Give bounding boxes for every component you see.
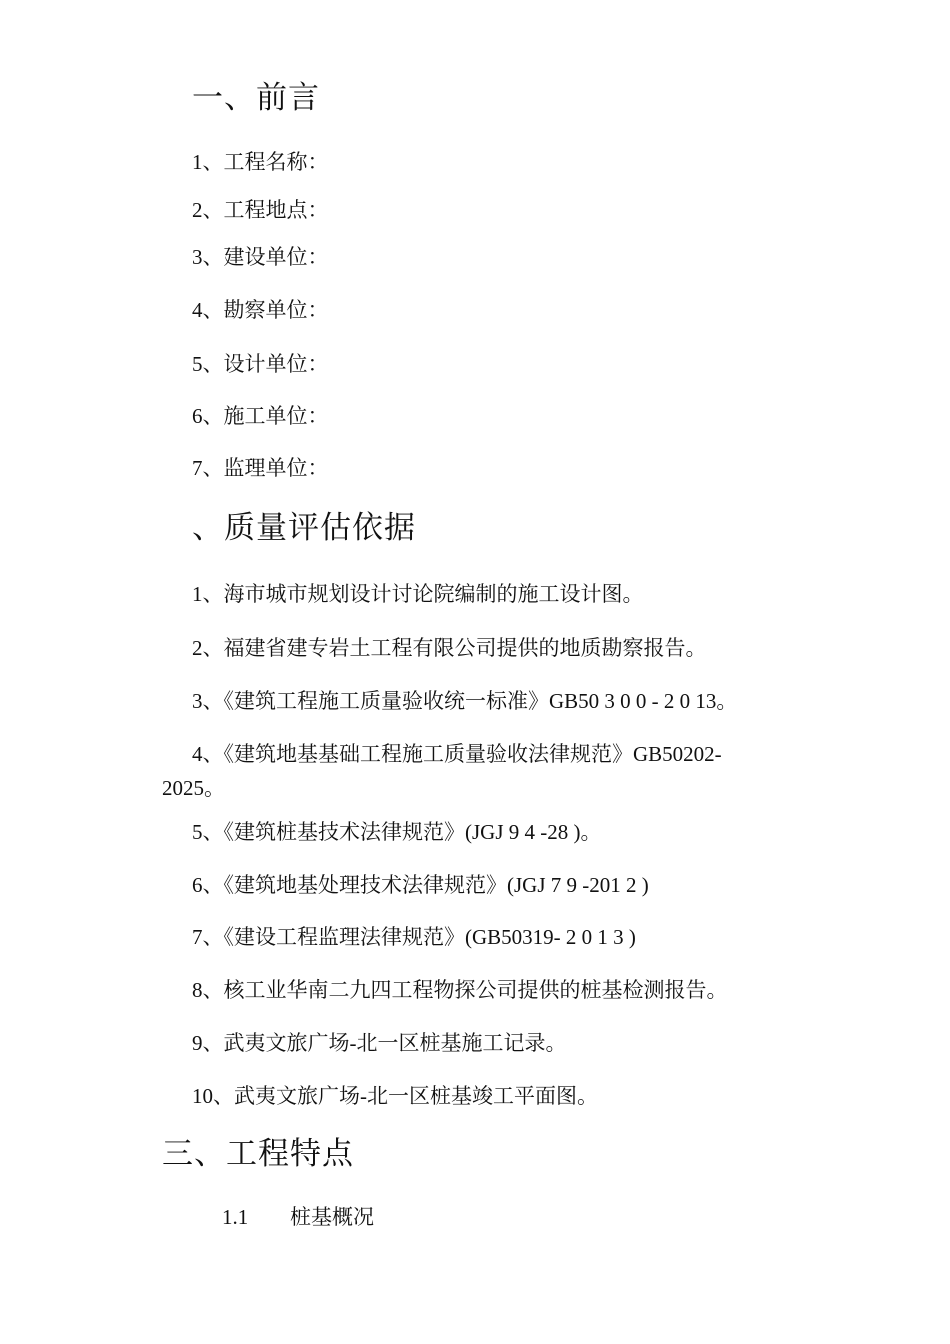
list-item: 1、海市城市规划设计讨论院编制的施工设计图。 [192, 582, 644, 606]
list-item: 7、监理单位： [192, 456, 329, 480]
section-heading-features: 三、工程特点 [162, 1136, 354, 1171]
list-item: 9、武夷文旅广场-北一区桩基施工记录。 [192, 1031, 567, 1055]
list-item: 5、《建筑桩基技术法律规范》(JGJ 9 4 -28 )。 [192, 820, 602, 844]
section-heading-basis: 、质量评估依据 [192, 510, 416, 545]
list-item: 2、福建省建专岩土工程有限公司提供的地质勘察报告。 [192, 636, 707, 660]
subsection-label: 桩基概况 [290, 1205, 374, 1229]
list-item: 5、设计单位： [192, 352, 329, 376]
list-item: 4、勘察单位： [192, 298, 329, 322]
list-item: 10、武夷文旅广场-北一区桩基竣工平面图。 [192, 1084, 598, 1108]
list-item: 3、建设单位： [192, 245, 329, 269]
section-heading-preface: 一、前言 [192, 80, 320, 115]
list-item: 4、《建筑地基基础工程施工质量验收法律规范》GB50202-2025。 [162, 742, 722, 800]
list-item: 6、《建筑地基处理技术法律规范》(JGJ 7 9 -201 2 ) [192, 873, 649, 897]
list-item: 1、工程名称： [192, 150, 329, 174]
list-item: 8、核工业华南二九四工程物探公司提供的桩基检测报告。 [192, 978, 728, 1002]
subsection-heading [222, 1202, 374, 1232]
list-item: 7、《建设工程监理法律规范》(GB50319- 2 0 1 3 ) [192, 925, 636, 949]
subsection-number: 1.1 [222, 1205, 249, 1229]
list-item: 2、工程地点： [192, 198, 329, 222]
list-item: 6、施工单位： [192, 404, 329, 428]
list-item: 3、《建筑工程施工质量验收统一标准》GB50 3 0 0 - 2 0 13。 [192, 689, 738, 713]
